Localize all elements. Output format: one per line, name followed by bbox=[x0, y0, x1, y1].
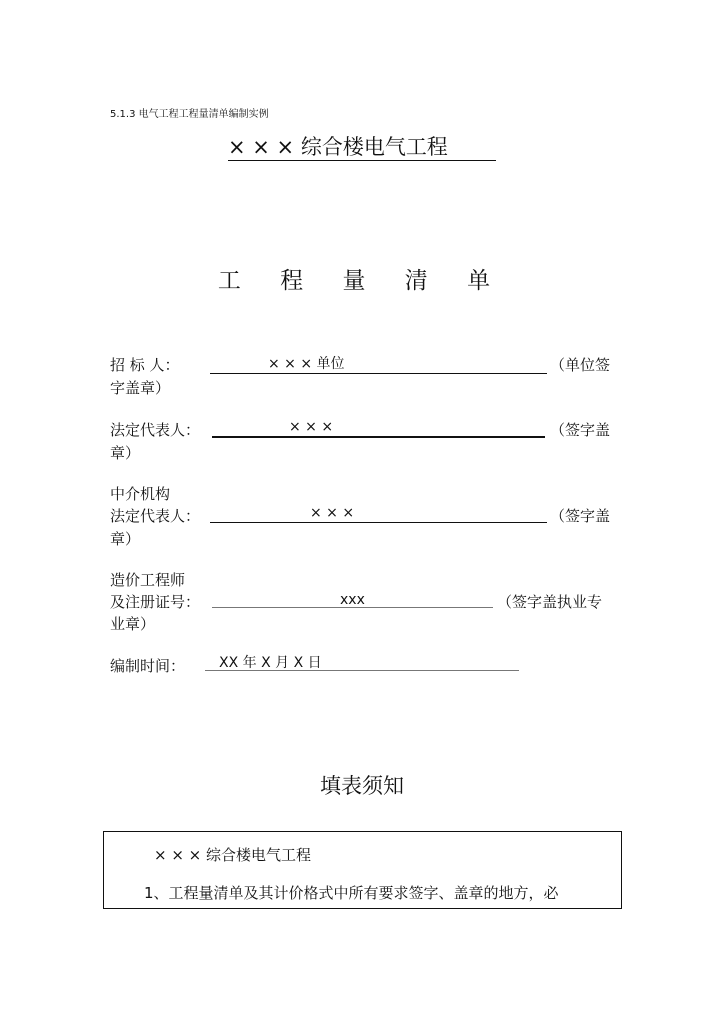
cost-engineer-label-line1: 造价工程师 bbox=[110, 571, 186, 589]
notice-title: 填表须知 bbox=[320, 774, 404, 798]
cost-engineer-suffix: （签字盖执业专 bbox=[497, 593, 603, 611]
tenderer-value: × × × 单位 bbox=[268, 356, 345, 372]
notice-project: × × × 综合楼电气工程 bbox=[154, 846, 312, 864]
tenderer-line bbox=[210, 355, 547, 374]
tenderer-label: 招 标 人： bbox=[110, 356, 180, 374]
notice-item-1: 1、工程量清单及其计价格式中所有要求签字、盖章的地方，必 bbox=[144, 884, 559, 902]
tenderer-suffix-cont: 字盖章） bbox=[110, 379, 171, 397]
agency-suffix-cont: 章） bbox=[110, 530, 141, 548]
legal-rep-suffix: （签字盖 bbox=[550, 421, 611, 439]
cost-engineer-line bbox=[212, 589, 493, 608]
legal-rep-label: 法定代表人： bbox=[110, 421, 201, 439]
compile-time-label: 编制时间： bbox=[110, 657, 186, 675]
project-title: × × × 综合楼电气工程 bbox=[228, 134, 496, 161]
cost-engineer-label-line2: 及注册证号： bbox=[110, 593, 201, 611]
agency-line bbox=[210, 504, 547, 523]
legal-rep-suffix-cont: 章） bbox=[110, 444, 141, 462]
tenderer-suffix: （单位签 bbox=[550, 356, 611, 374]
section-number: 5.1.3 电气工程工程量清单编制实例 bbox=[110, 109, 269, 120]
cost-engineer-value: xxx bbox=[340, 592, 365, 608]
compile-time-line bbox=[205, 652, 519, 671]
agency-label-line1: 中介机构 bbox=[110, 485, 171, 503]
agency-suffix: （签字盖 bbox=[550, 507, 611, 525]
agency-value: × × × bbox=[310, 505, 355, 521]
legal-rep-line bbox=[212, 418, 545, 438]
cost-engineer-suffix-cont: 业章） bbox=[110, 615, 156, 633]
compile-time-value: XX 年 X 月 X 日 bbox=[219, 655, 322, 671]
document-title: 工 程 量 清 单 bbox=[217, 268, 507, 294]
notice-box bbox=[103, 831, 622, 909]
legal-rep-value: × × × bbox=[289, 419, 334, 435]
agency-label-line2: 法定代表人： bbox=[110, 507, 201, 525]
